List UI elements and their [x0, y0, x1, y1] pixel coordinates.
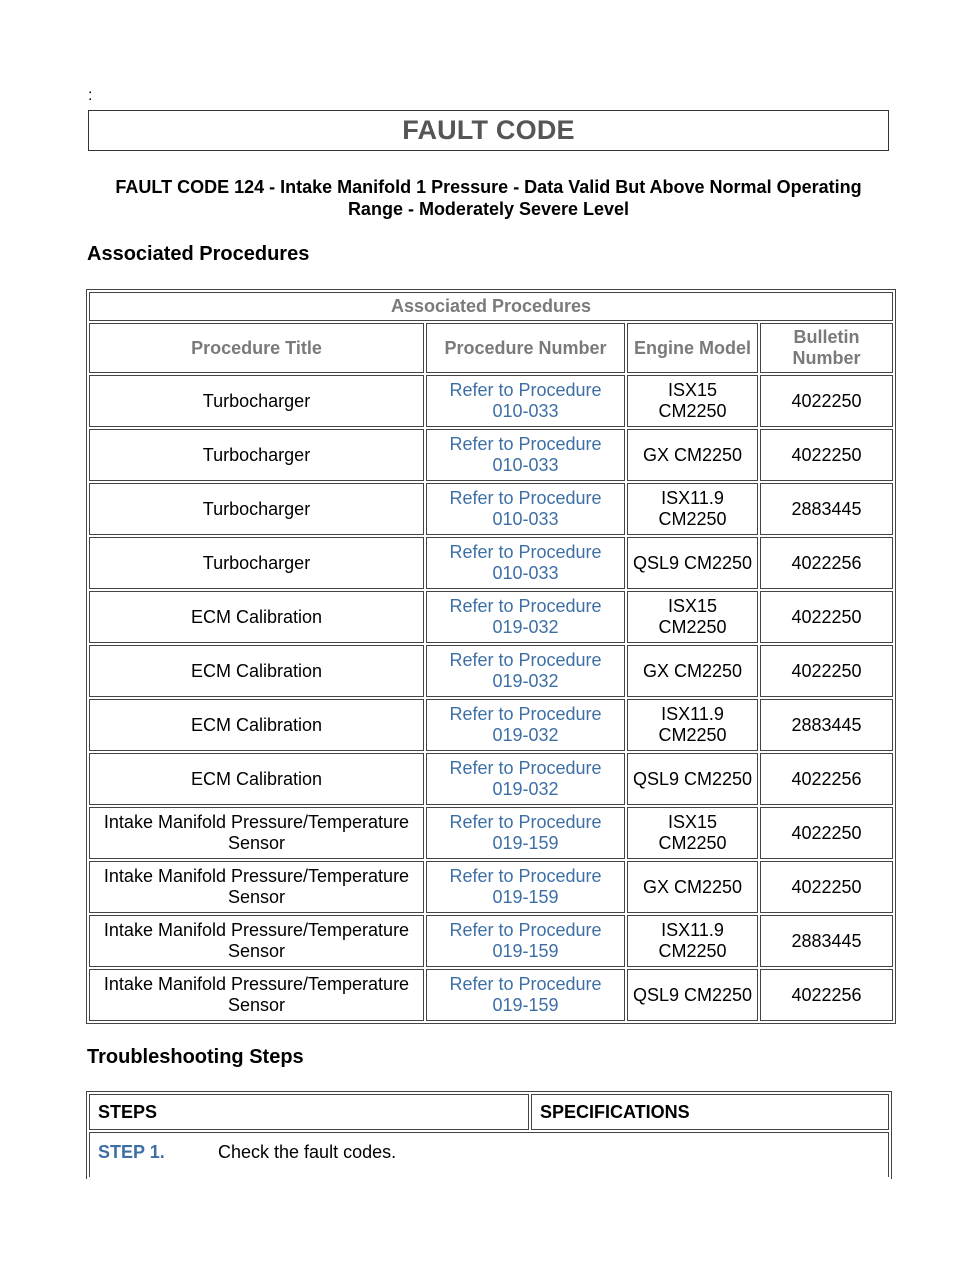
engine-model-cell: GX CM2250 — [627, 429, 758, 481]
table-row — [89, 969, 893, 1021]
table-row — [89, 537, 893, 589]
procedure-title-cell: Turbocharger — [89, 537, 424, 589]
procedure-title-cell: ECM Calibration — [89, 645, 424, 697]
fault-code-banner — [88, 110, 889, 151]
procedure-number-cell — [426, 375, 625, 427]
procedure-title-cell: Turbocharger — [89, 483, 424, 535]
procedure-number-cell — [426, 915, 625, 967]
table-row — [89, 699, 893, 751]
procedure-number-link[interactable]: Refer to Procedure 019-159 — [449, 974, 602, 1015]
table-row — [89, 861, 893, 913]
procedure-number-link[interactable]: Refer to Procedure 019-159 — [449, 812, 602, 853]
engine-model-cell: GX CM2250 — [627, 645, 758, 697]
procedure-number-link[interactable]: Refer to Procedure 010-033 — [449, 542, 602, 583]
column-header-specifications: SPECIFICATIONS — [531, 1094, 889, 1130]
bulletin-number-cell: 2883445 — [760, 699, 893, 751]
procedure-number-cell — [426, 591, 625, 643]
procedure-title-cell: Turbocharger — [89, 429, 424, 481]
table-row — [89, 807, 893, 859]
page-title: FAULT CODE — [402, 115, 575, 145]
bulletin-number-cell: 4022250 — [760, 591, 893, 643]
column-header-procedure-number: Procedure Number — [426, 323, 625, 373]
procedure-number-link[interactable]: Refer to Procedure 010-033 — [449, 380, 602, 421]
procedure-number-cell — [426, 753, 625, 805]
procedure-number-cell — [426, 483, 625, 535]
procedure-number-link[interactable]: Refer to Procedure 010-033 — [449, 434, 602, 475]
column-header-procedure-title: Procedure Title — [89, 323, 424, 373]
engine-model-cell: ISX11.9 CM2250 — [627, 699, 758, 751]
procedure-number-cell — [426, 429, 625, 481]
bulletin-number-cell: 4022250 — [760, 807, 893, 859]
procedure-title-cell: Turbocharger — [89, 375, 424, 427]
procedure-number-cell — [426, 537, 625, 589]
step-row — [89, 1132, 889, 1177]
bulletin-number-cell: 2883445 — [760, 915, 893, 967]
procedure-number-link[interactable]: Refer to Procedure 019-159 — [449, 920, 602, 961]
associated-procedures-heading: Associated Procedures — [87, 243, 310, 265]
table-row — [89, 375, 893, 427]
step-label[interactable]: STEP 1. — [98, 1142, 165, 1162]
column-header-steps: STEPS — [89, 1094, 529, 1130]
engine-model-cell: ISX15 CM2250 — [627, 591, 758, 643]
engine-model-cell: GX CM2250 — [627, 861, 758, 913]
table-row — [89, 591, 893, 643]
page-marker: : — [88, 87, 93, 104]
bulletin-number-cell: 4022250 — [760, 429, 893, 481]
procedure-number-cell — [426, 645, 625, 697]
procedure-title-cell: ECM Calibration — [89, 753, 424, 805]
procedure-number-link[interactable]: Refer to Procedure 019-159 — [449, 866, 602, 907]
bulletin-number-cell: 4022250 — [760, 645, 893, 697]
troubleshooting-steps-table — [86, 1091, 892, 1179]
procedure-title-cell: Intake Manifold Pressure/Temperature Sensor — [89, 969, 424, 1021]
procedure-number-link[interactable]: Refer to Procedure 019-032 — [449, 650, 602, 691]
table-row — [89, 915, 893, 967]
procedure-title-cell: Intake Manifold Pressure/Temperature Sensor — [89, 861, 424, 913]
fault-code-description: FAULT CODE 124 - Intake Manifold 1 Pressure - Data Valid But Above Normal Operating Range - Moderately Severe Level — [115, 177, 862, 219]
column-header-bulletin-number: Bulletin Number — [760, 323, 893, 373]
bulletin-number-cell: 4022250 — [760, 375, 893, 427]
engine-model-cell: QSL9 CM2250 — [627, 537, 758, 589]
procedure-number-link[interactable]: Refer to Procedure 010-033 — [449, 488, 602, 529]
procedure-number-cell — [426, 807, 625, 859]
engine-model-cell: ISX11.9 CM2250 — [627, 483, 758, 535]
bulletin-number-cell: 4022256 — [760, 537, 893, 589]
engine-model-cell: QSL9 CM2250 — [627, 969, 758, 1021]
procedure-number-cell — [426, 969, 625, 1021]
procedure-number-link[interactable]: Refer to Procedure 019-032 — [449, 758, 602, 799]
step-cell — [89, 1132, 889, 1177]
procedure-title-cell: ECM Calibration — [89, 591, 424, 643]
bulletin-number-cell: 4022256 — [760, 969, 893, 1021]
engine-model-cell: ISX11.9 CM2250 — [627, 915, 758, 967]
table-row — [89, 753, 893, 805]
procedure-title-cell: ECM Calibration — [89, 699, 424, 751]
procedure-number-link[interactable]: Refer to Procedure 019-032 — [449, 704, 602, 745]
table-caption: Associated Procedures — [89, 292, 893, 321]
associated-procedures-table — [86, 289, 896, 1024]
table-row — [89, 429, 893, 481]
troubleshooting-steps-heading: Troubleshooting Steps — [87, 1046, 304, 1068]
table-row — [89, 483, 893, 535]
engine-model-cell: ISX15 CM2250 — [627, 375, 758, 427]
procedure-number-cell — [426, 861, 625, 913]
bulletin-number-cell: 4022250 — [760, 861, 893, 913]
bulletin-number-cell: 2883445 — [760, 483, 893, 535]
column-header-engine-model: Engine Model — [627, 323, 758, 373]
engine-model-cell: QSL9 CM2250 — [627, 753, 758, 805]
procedure-number-link[interactable]: Refer to Procedure 019-032 — [449, 596, 602, 637]
step-text: Check the fault codes. — [218, 1142, 397, 1162]
bulletin-number-cell: 4022256 — [760, 753, 893, 805]
engine-model-cell: ISX15 CM2250 — [627, 807, 758, 859]
procedure-number-cell — [426, 699, 625, 751]
procedure-title-cell: Intake Manifold Pressure/Temperature Sensor — [89, 807, 424, 859]
procedure-title-cell: Intake Manifold Pressure/Temperature Sensor — [89, 915, 424, 967]
table-row — [89, 645, 893, 697]
